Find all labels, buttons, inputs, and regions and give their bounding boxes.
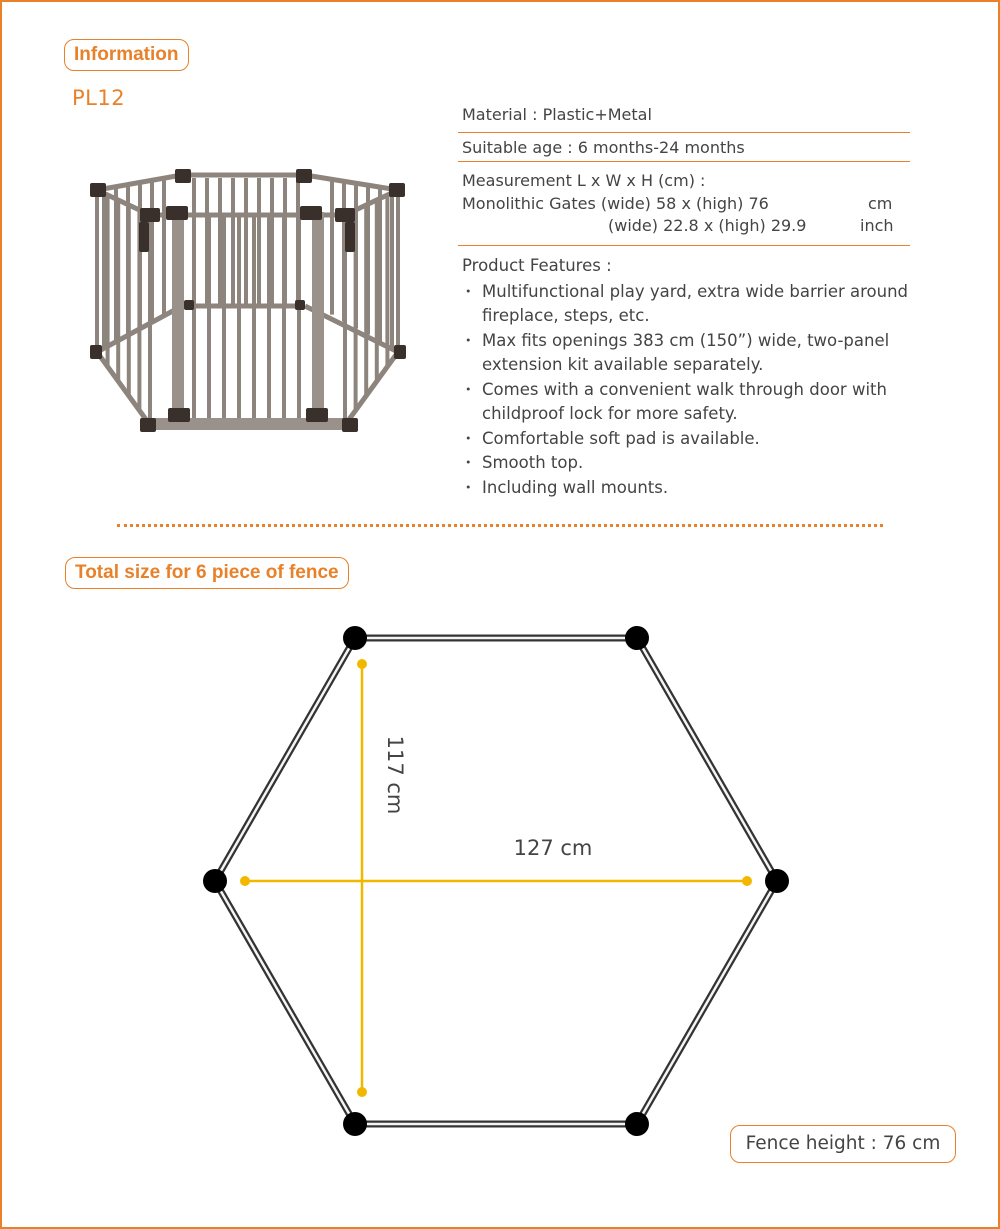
fence-post [343,626,367,650]
measurement-cm: Monolithic Gates (wide) 58 x (high) 76 [462,194,769,213]
dimension-endpoint [357,1087,367,1097]
feature-item: ・ Smooth top. [462,451,912,476]
width-dimension-label: 127 cm [513,836,593,860]
dimension-endpoint [357,659,367,669]
measurement-inch: (wide) 22.8 x (high) 29.9 [608,216,807,235]
fence-post [625,626,649,650]
feature-item: ・ Comfortable soft pad is available. [462,427,912,452]
unit-inch: inch [860,216,894,235]
feature-item: ・ Multifunctional play yard, extra wide barrier around fireplace, steps, etc. [462,280,912,329]
information-label: Information [64,39,189,71]
fence-post [203,869,227,893]
feature-item: ・ Max fits openings 383 cm (150”) wide, two-panel extension kit available separately. [462,329,912,378]
fence-height-badge: Fence height : 76 cm [730,1125,956,1163]
unit-cm: cm [868,194,893,213]
dimension-lines [245,664,747,1092]
spec-material: Material : Plastic+Metal [458,105,910,133]
feature-item: ・ Comes with a convenient walk through door with childproof lock for more safety. [462,378,912,427]
size-label: Total size for 6 piece of fence [65,557,349,589]
dimension-endpoint [742,876,752,886]
fence-post [765,869,789,893]
feature-item: ・ Including wall mounts. [462,476,912,501]
height-dimension-label: 117 cm [383,735,407,815]
fence-post [343,1112,367,1136]
features-title: Product Features : [462,256,612,275]
spec-age: Suitable age : 6 months-24 months [458,138,910,162]
dimension-endpoint [240,876,250,886]
model-number: PL12 [72,86,126,110]
fence-post [625,1112,649,1136]
measurement-title: Measurement L x W x H (cm) : [462,171,706,190]
